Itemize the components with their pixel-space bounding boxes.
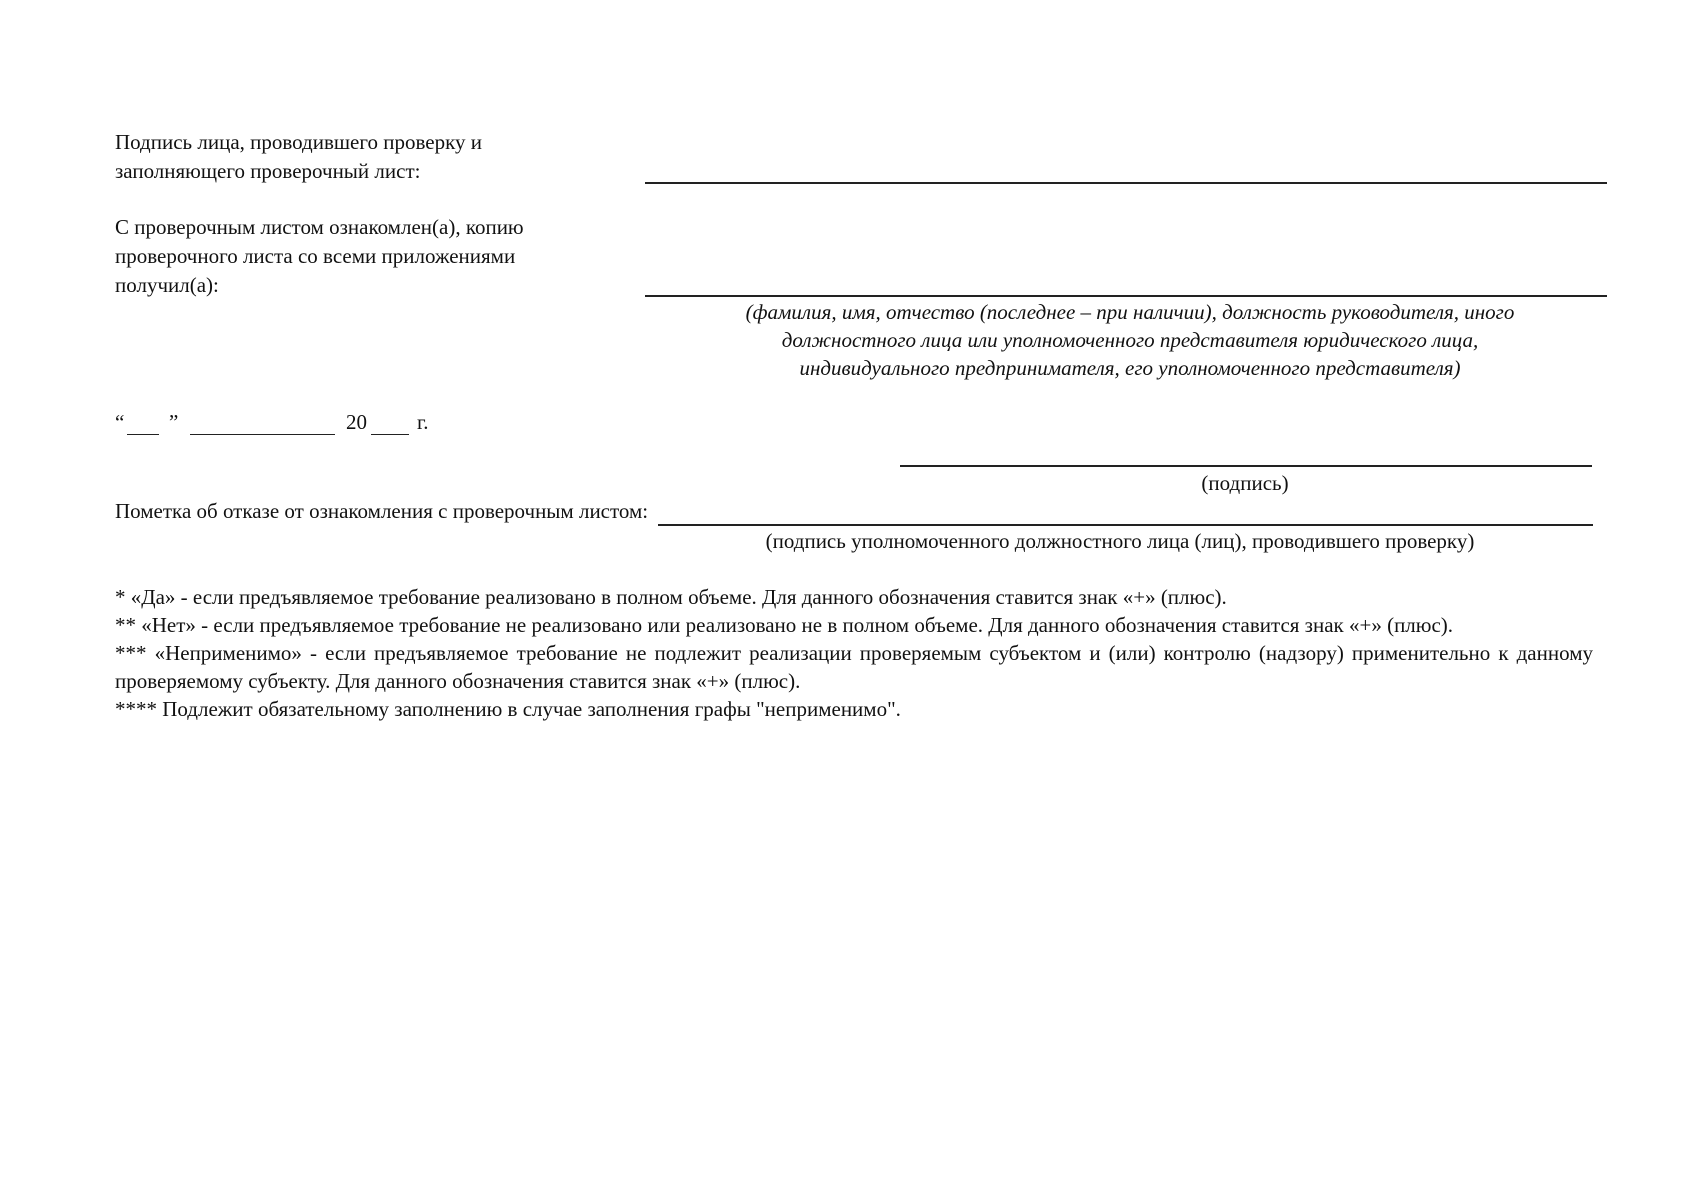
date-day-blank[interactable] [127, 434, 159, 435]
representative-line[interactable] [645, 295, 1607, 297]
inspector-signature-label [115, 128, 482, 186]
refusal-caption: (подпись уполномоченного должностного лица (лиц), проводившего проверку) [765, 529, 1475, 553]
date-open-quote: “ [115, 410, 125, 434]
inspector-signature-label-line1: Подпись лица, проводившего проверку и [115, 130, 482, 154]
acknowledgement-label-line2: проверочного листа со всеми приложениями [115, 244, 516, 268]
representative-caption-line2: должностного лица или уполномоченного представителя юридического лица, [781, 328, 1479, 352]
date-month-blank[interactable] [190, 434, 335, 435]
refusal-label: Пометка об отказе от ознакомления с проверочным листом: [115, 499, 649, 523]
inspector-signature-label-line2: заполняющего проверочный лист: [115, 159, 421, 183]
footnote-not-applicable: *** «Неприменимо» - если предъявляемое требование не подлежит реализации проверяемым субъектом и (или) контролю (надзору) применительно к данному проверяемому субъекту. Для данного обозначения ставится знак «+» (плюс). [115, 641, 1593, 693]
representative-caption-line3: индивидуального предпринимателя, его уполномоченного представителя) [799, 356, 1461, 380]
representative-caption-line1: (фамилия, имя, отчество (последнее – при наличии), должность руководителя, иного [745, 300, 1515, 324]
inspector-signature-line[interactable] [645, 182, 1607, 184]
footnote-no: ** «Нет» - если предъявляемое требование не реализовано или реализовано не в полном объеме. Для данного обозначения ставится знак «+» (плюс). [115, 613, 1454, 637]
representative-caption [640, 298, 1620, 382]
refusal-line[interactable] [658, 524, 1593, 526]
date-year-suffix: г. [417, 410, 429, 434]
acknowledgement-label-line1: С проверочным листом ознакомлен(а), копию [115, 215, 524, 239]
date-row [115, 408, 455, 440]
date-close-quote: ” [169, 410, 179, 434]
footnote-mandatory: **** Подлежит обязательному заполнению в случае заполнения графы "неприменимо". [115, 697, 901, 721]
signature-line[interactable] [900, 465, 1592, 467]
acknowledgement-label-line3: получил(а): [115, 273, 219, 297]
date-year-blank[interactable] [371, 434, 409, 435]
footnote-yes: * «Да» - если предъявляемое требование реализовано в полном объеме. Для данного обозначения ставится знак «+» (плюс). [115, 585, 1227, 609]
signature-caption: (подпись) [1201, 471, 1289, 495]
acknowledgement-label [115, 213, 524, 300]
date-year-prefix: 20 [346, 410, 367, 434]
footnotes [115, 583, 1593, 723]
